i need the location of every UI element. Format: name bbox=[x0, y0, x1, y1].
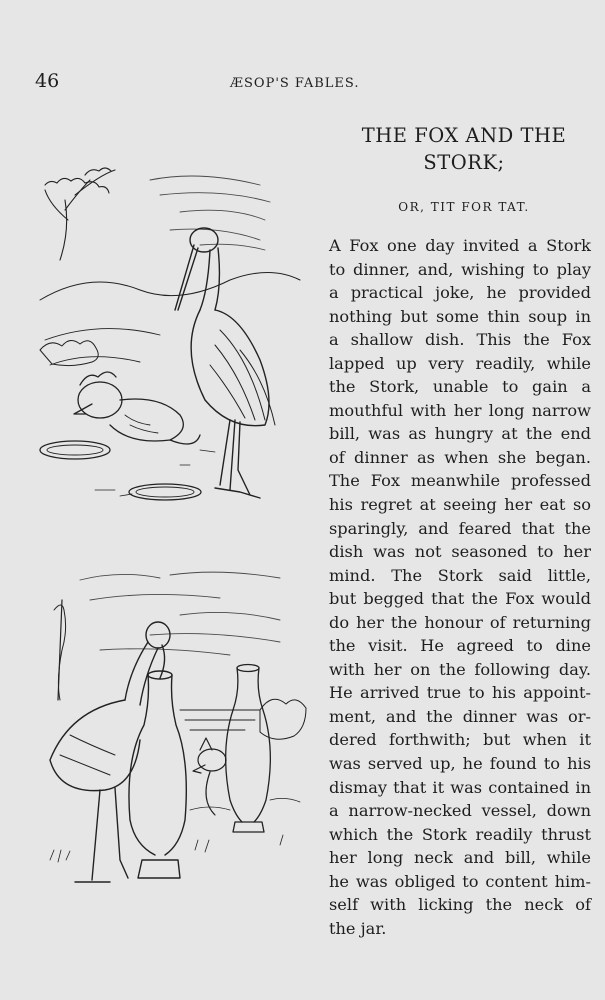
text-line: ment, and the dinner was or- bbox=[329, 706, 591, 726]
running-head: ÆSOP'S FABLES. bbox=[230, 76, 360, 91]
text-line: which the Stork readily thrust bbox=[329, 824, 591, 844]
text-line: the Stork, unable to gain a bbox=[329, 377, 591, 397]
text-line: mind. The Stork said little, bbox=[329, 565, 591, 585]
text-line: self with licking the neck of bbox=[329, 895, 591, 915]
text-line: lapped up very readily, while bbox=[329, 353, 591, 373]
text-line: her long neck and bill, while bbox=[329, 848, 591, 868]
text-line: of dinner as when she began. bbox=[329, 447, 591, 467]
story-title-line: THE FOX AND THE bbox=[361, 124, 567, 147]
story-subtitle: OR, TIT FOR TAT. bbox=[398, 200, 530, 214]
illustration-stork-and-jars bbox=[30, 560, 310, 900]
fable-text bbox=[329, 234, 591, 940]
text-line: a practical joke, he provided bbox=[329, 283, 591, 303]
text-line: was served up, he found to his bbox=[329, 754, 591, 774]
story-title-line: STORK; bbox=[423, 151, 505, 174]
story-title bbox=[330, 122, 598, 176]
text-line: mouthful with her long narrow bbox=[329, 400, 591, 420]
text-line: A Fox one day invited a Stork bbox=[329, 236, 591, 255]
text-line: He arrived true to his appoint- bbox=[329, 683, 591, 703]
text-line: nothing but some thin soup in bbox=[329, 306, 591, 326]
text-line: dismay that it was contained in bbox=[329, 777, 591, 797]
text-line: to dinner, and, wishing to play bbox=[329, 259, 591, 279]
text-line: with her on the following day. bbox=[329, 659, 591, 679]
text-line: his regret at seeing her eat so bbox=[329, 495, 591, 515]
text-line: dered forthwith; but when it bbox=[329, 730, 591, 750]
text-line: a shallow dish. This the Fox bbox=[329, 330, 591, 350]
page-number: 46 bbox=[35, 70, 60, 92]
text-line: the visit. He agreed to dine bbox=[329, 636, 591, 656]
text-line: bill, was as hungry at the end bbox=[329, 424, 591, 444]
text-line: do her the honour of returning bbox=[329, 612, 591, 632]
text-line: sparingly, and feared that the bbox=[329, 518, 591, 538]
text-line: he was obliged to content him- bbox=[329, 871, 591, 891]
text-line: but begged that the Fox would bbox=[329, 589, 591, 609]
text-line: The Fox meanwhile professed bbox=[329, 471, 591, 491]
text-line: dish was not seasoned to her bbox=[329, 542, 591, 562]
illustration-fox-and-stork-dishes bbox=[30, 150, 310, 510]
text-line: a narrow-necked vessel, down bbox=[329, 801, 591, 821]
text-line: the jar. bbox=[329, 918, 387, 938]
